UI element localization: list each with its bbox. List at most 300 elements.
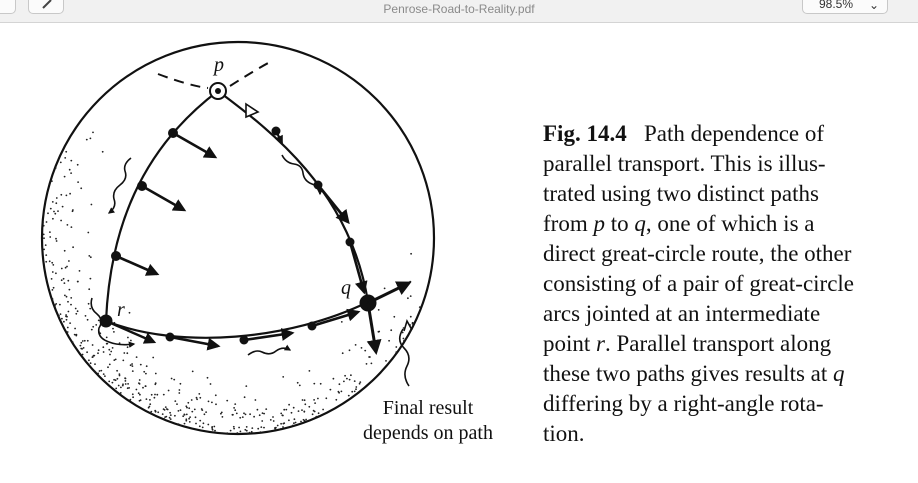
stipple-dot [75,308,77,310]
stipple-dot [136,389,138,391]
stipple-dot [43,237,45,239]
stipple-dot [191,399,193,401]
stipple-dot [93,355,95,357]
caption-line: Fig. 14.4 Path dependence of [543,121,825,146]
stipple-dot [194,409,196,411]
label-r: r [117,299,125,321]
stipple-dot [80,345,82,347]
stipple-dot [64,295,66,297]
stipple-dot [51,262,53,264]
stipple-dot [151,394,153,396]
stipple-dot [188,418,190,420]
stipple-dot [388,340,390,342]
stipple-dot [293,422,295,424]
stipple-dot [113,331,115,333]
stipple-dot [54,213,56,215]
stipple-dot [233,407,235,409]
stipple-dot [282,376,284,378]
stipple-dot [242,416,244,418]
document-title: Penrose-Road-to-Reality.pdf [383,2,535,16]
stipple-dot [140,364,142,366]
stipple-dot [123,352,125,354]
stipple-dot [215,403,217,405]
stipple-dot [67,331,69,333]
stipple-dot [57,210,59,212]
stipple-dot [335,399,337,401]
stipple-dot [304,399,306,401]
stipple-dot [288,419,290,421]
stipple-dot [70,304,72,306]
stipple-dot [263,413,265,415]
stipple-dot [125,383,127,385]
stipple-dot [341,321,343,323]
stipple-dot [210,383,212,385]
stipple-dot [288,404,290,406]
stipple-dot [55,238,57,240]
figure-label: Fig. 14.4 [543,121,627,146]
stipple-dot [354,391,356,393]
document-page [0,23,918,483]
stipple-dot [205,411,207,413]
stipple-dot [132,365,134,367]
stipple-dot [303,411,305,413]
stipple-dot [45,244,47,246]
stipple-dot [412,323,414,325]
arc-p-to-q [218,91,368,302]
stipple-dot [185,420,187,422]
stipple-dot [53,287,55,289]
stipple-dot [178,410,180,412]
stipple-dot [43,249,45,251]
stipple-dot [330,389,332,391]
stipple-dot [179,389,181,391]
stipple-dot [110,351,112,353]
stipple-dot [154,383,156,385]
stipple-dot [65,267,67,269]
stipple-dot [109,354,111,356]
stipple-dot [60,194,62,196]
stipple-dot [253,416,255,418]
stipple-dot [116,370,118,372]
stipple-dot [186,414,188,416]
caption-line: from p to q, one of which is a [543,211,815,236]
stipple-dot [53,211,55,213]
stipple-dot [157,411,159,413]
point-p-center [215,88,221,94]
stipple-dot [127,337,129,339]
stipple-dot [280,413,282,415]
stipple-dot [88,359,90,361]
stipple-dot [107,366,109,368]
stipple-dot [86,139,88,141]
stipple-dot [69,169,71,171]
stipple-dot [77,281,79,283]
stipple-dot [368,356,370,358]
stipple-dot [361,347,363,349]
stipple-dot [74,328,76,330]
label-q: q [341,277,351,299]
stipple-dot [87,232,89,234]
stipple-dot [410,253,412,255]
stipple-dot [260,426,262,428]
stipple-dot [263,427,265,429]
stipple-dot [68,260,70,262]
stipple-dot [184,423,186,425]
stipple-dot [113,359,115,361]
stipple-dot [222,416,224,418]
stipple-dot [66,195,68,197]
stipple-dot [163,408,165,410]
stipple-dot [92,326,94,328]
stipple-dot [150,411,152,413]
stipple-dot [66,296,68,298]
stipple-dot [188,407,190,409]
stipple-dot [139,379,141,381]
stipple-dot [45,261,47,263]
stipple-dot [211,426,213,428]
stipple-dot [291,412,293,414]
stipple-dot [349,349,351,351]
stipple-dot [61,279,63,281]
stipple-dot [127,346,129,348]
stipple-dot [52,264,54,266]
stipple-dot [122,360,124,362]
stipple-dot [171,378,173,380]
stipple-dot [66,316,68,318]
stipple-dot [63,321,65,323]
stipple-dot [130,340,132,342]
stipple-dot [64,250,66,252]
caption-line: consisting of a pair of great-circle [543,271,855,296]
stipple-dot [249,413,251,415]
stipple-dot [378,309,380,311]
stipple-dot [109,364,111,366]
stipple-dot [270,419,272,421]
stipple-dot [338,392,340,394]
stipple-dot [233,428,235,430]
stipple-dot [80,342,82,344]
stipple-dot [49,231,51,233]
stipple-dot [92,132,94,134]
stipple-dot [51,278,53,280]
stipple-dot [187,402,189,404]
stipple-dot [63,278,65,280]
stipple-dot [61,318,63,320]
stipple-dot [108,381,110,383]
stipple-dot [149,399,151,401]
stipple-dot [52,289,54,291]
stipple-dot [162,413,164,415]
stipple-dot [244,396,246,398]
stipple-dot [55,303,57,305]
stipple-dot [378,331,380,333]
stipple-dot [84,340,86,342]
stipple-dot [325,397,327,399]
stipple-dot [65,314,67,316]
stipple-dot [85,315,87,317]
stipple-dot [280,423,282,425]
stipple-dot [126,352,128,354]
stipple-dot [122,383,124,385]
stipple-dot [244,429,246,431]
stipple-dot [77,181,79,183]
stipple-dot [313,399,315,401]
stipple-dot [180,409,182,411]
stipple-dot [320,383,322,385]
stipple-dot [390,329,392,331]
stipple-dot [68,311,70,313]
stipple-dot [295,422,297,424]
stipple-dot [146,365,148,367]
stipple-dot [117,378,119,380]
stipple-dot [294,418,296,420]
stipple-dot [139,394,141,396]
stipple-dot [165,406,167,408]
stipple-dot [75,313,77,315]
stipple-dot [346,378,348,380]
stipple-dot [49,236,51,238]
stipple-dot [195,416,197,418]
stipple-dot [192,371,194,373]
stipple-dot [274,427,276,429]
stipple-dot [410,295,412,297]
figure-caption [543,119,903,449]
stipple-dot [56,240,58,242]
stipple-dot [97,373,99,375]
caption-line: point r. Parallel transport along [543,331,832,356]
stipple-dot [136,356,138,358]
stipple-dot [261,420,263,422]
stipple-dot [318,412,320,414]
stipple-dot [202,427,204,429]
stipple-dot [129,312,131,314]
stipple-dot [67,301,69,303]
stipple-dot [139,383,141,385]
stipple-dot [95,324,97,326]
stipple-dot [149,406,151,408]
stipple-dot [82,354,84,356]
stipple-dot [359,383,361,385]
stipple-dot [80,187,82,189]
stipple-dot [234,409,236,411]
stipple-dot [198,393,200,395]
stipple-dot [132,396,134,398]
stipple-dot [89,308,91,310]
stipple-dot [207,377,209,379]
direct-path-vectors [272,127,365,293]
stipple-dot [55,272,57,274]
stipple-dot [174,400,176,402]
stipple-dot [214,430,216,432]
stipple-dot [199,420,201,422]
stipple-dot [213,426,215,428]
stipple-dot [70,160,72,162]
stipple-dot [174,415,176,417]
stipple-dot [120,387,122,389]
stipple-dot [317,398,319,400]
stipple-dot [64,157,66,159]
annotation-line-2: depends on path [363,422,493,444]
stipple-dot [322,409,324,411]
stipple-dot [130,399,132,401]
stipple-dot [64,282,66,284]
stipple-dot [293,407,295,409]
stipple-dot [64,176,66,178]
stipple-dot [305,419,307,421]
stipple-dot [419,306,421,308]
stipple-dot [201,409,203,411]
stipple-dot [115,379,117,381]
bottom-path-vectors [106,312,358,346]
stipple-dot [273,420,275,422]
stipple-dot [43,225,45,227]
stipple-dot [333,378,335,380]
stipple-dot [145,373,147,375]
stipple-dot [91,329,93,331]
open-arrowhead [246,104,258,117]
stipple-dot [120,392,122,394]
zoom-value: 98.5% [819,0,854,11]
stipple-dot [234,403,236,405]
stipple-dot [169,412,171,414]
stipple-dot [354,380,356,382]
stipple-dot [385,360,387,362]
stipple-dot [393,316,395,318]
stipple-dot [211,428,213,430]
stipple-dot [199,425,201,427]
stipple-dot [46,221,48,223]
figure-annotation [350,396,506,446]
stipple-dot [282,426,284,428]
stipple-dot [82,340,84,342]
stipple-dot [186,407,188,409]
stipple-dot [312,413,314,415]
stipple-dot [371,363,373,365]
stipple-dot [71,226,73,228]
result-vector-via-r [368,283,409,303]
caption-line: parallel transport. This is illus- [543,151,826,176]
stipple-dot [349,379,351,381]
caption-line: tion. [543,421,585,446]
stipple-dot [103,373,105,375]
stipple-dot [69,289,71,291]
stipple-dot [90,278,92,280]
stipple-dot [302,399,304,401]
chevron-down-icon: ⌄ [869,0,880,12]
stipple-dot [70,297,72,299]
stipple-dot [355,344,357,346]
stipple-dot [314,411,316,413]
stipple-dot [304,420,306,422]
stipple-dot [243,412,245,414]
stipple-dot [66,319,68,321]
stipple-dot [112,347,114,349]
stipple-dot [167,409,169,411]
stipple-dot [106,337,108,339]
stipple-dot [395,346,397,348]
stipple-dot [350,374,352,376]
stipple-dot [297,382,299,384]
stipple-dot [108,349,110,351]
stipple-dot [143,371,145,373]
stipple-dot [87,340,89,342]
stipple-dot [232,414,234,416]
stipple-dot [106,343,108,345]
stipple-dot [277,425,279,427]
stipple-dot [154,394,156,396]
stipple-dot [47,212,49,214]
stipple-dot [220,413,222,415]
stipple-dot [315,416,317,418]
stipple-dot [152,357,154,359]
stipple-dot [67,327,69,329]
stipple-dot [66,266,68,268]
stipple-dot [355,388,357,390]
sphere-outline [42,42,434,434]
stipple-dot [170,418,172,420]
stipple-dot [145,385,147,387]
stipple-dot [259,414,261,416]
stipple-dot [130,364,132,366]
stipple-dot [138,392,140,394]
stipple-dot [239,417,241,419]
zoom-select[interactable] [802,0,888,14]
caption-line: trated using two distinct paths [543,181,819,206]
stipple-dot [238,427,240,429]
stipple-dot [199,397,201,399]
stipple-dot [50,208,52,210]
stipple-dot [72,246,74,248]
stipple-dot [246,426,248,428]
stipple-dot [60,220,62,222]
stipple-dot [301,409,303,411]
stipple-dot [178,392,180,394]
stipple-dot [90,362,92,364]
stipple-dot [384,288,386,290]
stipple-dot [165,416,167,418]
stipple-dot [69,322,71,324]
stipple-dot [339,383,341,385]
stipple-dot [245,414,247,416]
stipple-dot [67,224,69,226]
stipple-dot [281,414,283,416]
stipple-dot [195,423,197,425]
stipple-dot [196,398,198,400]
stipple-dot [87,319,89,321]
stipple-dot [410,316,412,318]
stipple-dot [355,386,357,388]
stipple-dot [309,370,311,372]
stipple-dot [43,234,45,236]
stipple-dot [240,431,242,433]
stipple-dot [125,380,127,382]
dashed-circle-right [230,62,270,86]
stipple-dot [79,270,81,272]
stipple-dot [59,304,61,306]
stipple-dot [226,400,228,402]
stipple-dot [246,430,248,432]
stipple-dot [299,385,301,387]
stipple-dot [251,431,253,433]
stipple-dot [140,399,142,401]
stipple-dot [115,388,117,390]
stipple-dot [62,206,64,208]
stipple-dot [98,320,100,322]
stipple-dot [211,402,213,404]
stipple-dot [125,378,127,380]
caption-line: direct great-circle route, the other [543,241,852,266]
stipple-dot [182,415,184,417]
